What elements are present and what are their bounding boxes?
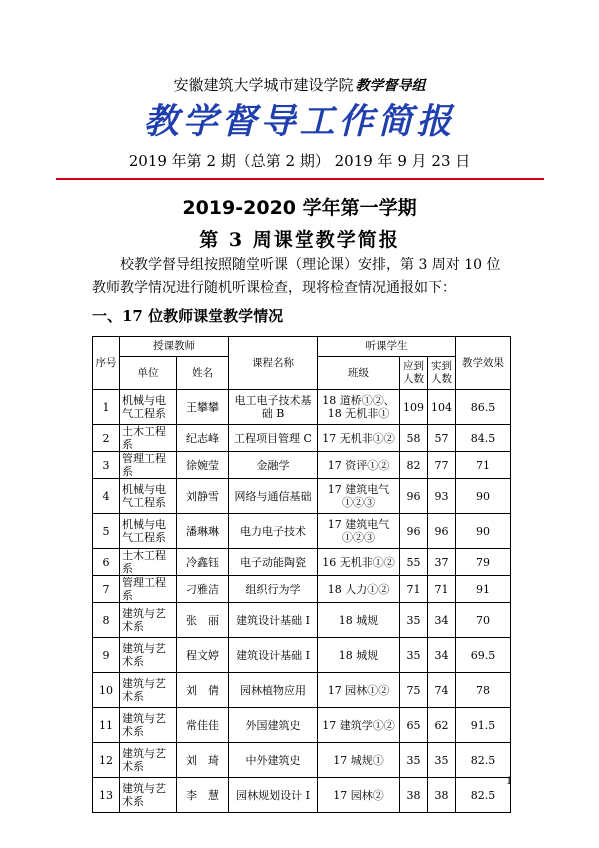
cell-seq: 6 (93, 549, 120, 576)
cell-seq: 9 (93, 638, 120, 673)
table-row (93, 479, 511, 514)
cell-name: 刘静雪 (177, 479, 229, 514)
table-row (93, 603, 511, 638)
cell-expected: 71 (400, 576, 428, 603)
cell-dept: 建筑与艺术系 (120, 778, 177, 813)
header-actual: 实到 人数 (428, 357, 456, 390)
cell-seq: 13 (93, 778, 120, 813)
header-expected: 应到 人数 (400, 357, 428, 390)
table-row (93, 778, 511, 813)
cell-dept: 土木工程系 (120, 425, 177, 452)
cell-dept: 建筑与艺术系 (120, 708, 177, 743)
cell-course: 中外建筑史 (229, 743, 318, 778)
cell-name: 冷鑫钰 (177, 549, 229, 576)
cell-expected: 35 (400, 603, 428, 638)
table-row (93, 743, 511, 778)
header-effect: 教学效果 (456, 337, 511, 390)
cell-actual: 62 (428, 708, 456, 743)
cell-class: 17 建筑电气①②③ (318, 479, 400, 514)
cell-dept: 机械与电气工程系 (120, 514, 177, 549)
header-seq: 序号 (93, 337, 120, 390)
cell-actual: 34 (428, 638, 456, 673)
cell-seq: 11 (93, 708, 120, 743)
cell-course: 组织行为学 (229, 576, 318, 603)
header-institution-line (0, 74, 599, 95)
cell-seq: 4 (93, 479, 120, 514)
cell-dept: 机械与电气工程系 (120, 479, 177, 514)
cell-score: 90 (456, 514, 511, 549)
cell-dept: 管理工程系 (120, 576, 177, 603)
cell-seq: 2 (93, 425, 120, 452)
cell-actual: 71 (428, 576, 456, 603)
cell-score: 82.5 (456, 743, 511, 778)
cell-course: 电子动能陶瓷 (229, 549, 318, 576)
cell-class: 18 城规 (318, 638, 400, 673)
table-row (93, 673, 511, 708)
cell-course: 电力电子技术 (229, 514, 318, 549)
issue-line: 2019 年第 2 期（总第 2 期） 2019 年 9 月 23 日 (128, 152, 471, 170)
cell-score: 79 (456, 549, 511, 576)
cell-name: 张 丽 (177, 603, 229, 638)
intro-paragraph: 校教学督导组按照随堂听课（理论课）安排，第 3 周对 10 位教师教学情况进行随机听课检查，现将检查情况通报如下： (92, 257, 501, 296)
cell-actual: 37 (428, 549, 456, 576)
cell-actual: 38 (428, 778, 456, 813)
cell-name: 李 慧 (177, 778, 229, 813)
cell-expected: 35 (400, 743, 428, 778)
cell-course: 金融学 (229, 452, 318, 479)
cell-class: 18 城规 (318, 603, 400, 638)
cell-class: 17 无机非①② (318, 425, 400, 452)
cell-seq: 3 (93, 452, 120, 479)
cell-score: 84.5 (456, 425, 511, 452)
cell-course: 网络与通信基础 (229, 479, 318, 514)
cell-dept: 建筑与艺术系 (120, 638, 177, 673)
cell-class: 18 道桥①②、18 无机非① (318, 390, 400, 425)
header-course: 课程名称 (229, 337, 318, 390)
cell-seq: 7 (93, 576, 120, 603)
cell-course: 外国建筑史 (229, 708, 318, 743)
teaching-table (92, 336, 511, 813)
cell-class: 17 建筑学①② (318, 708, 400, 743)
cell-name: 刘 琦 (177, 743, 229, 778)
cell-class: 17 资评①② (318, 452, 400, 479)
cell-name: 潘琳琳 (177, 514, 229, 549)
cell-score: 86.5 (456, 390, 511, 425)
header-students-group: 听课学生 (318, 337, 456, 357)
cell-seq: 1 (93, 390, 120, 425)
cell-name: 常佳佳 (177, 708, 229, 743)
cell-expected: 38 (400, 778, 428, 813)
banner-title: 教学督导工作简报 (143, 101, 456, 142)
section-title: 一、17 位教师课堂教学情况 (92, 307, 284, 325)
cell-dept: 土木工程系 (120, 549, 177, 576)
table-row (93, 452, 511, 479)
cell-course: 工程项目管理 C (229, 425, 318, 452)
table-row (93, 514, 511, 549)
cell-expected: 65 (400, 708, 428, 743)
org-name: 教学督导组 (355, 78, 426, 94)
cell-actual: 104 (428, 390, 456, 425)
cell-actual: 35 (428, 743, 456, 778)
header-teacher-group: 授课教师 (120, 337, 229, 357)
cell-expected: 96 (400, 514, 428, 549)
table-row (93, 390, 511, 425)
cell-class: 17 城规① (318, 743, 400, 778)
table-row (93, 425, 511, 452)
cell-expected: 55 (400, 549, 428, 576)
cell-expected: 109 (400, 390, 428, 425)
cell-name: 刁雅洁 (177, 576, 229, 603)
cell-dept: 建筑与艺术系 (120, 603, 177, 638)
cell-expected: 96 (400, 479, 428, 514)
page-number: 1 (506, 776, 513, 787)
cell-course: 建筑设计基础 I (229, 638, 318, 673)
cell-class: 17 建筑电气①②③ (318, 514, 400, 549)
cell-score: 78 (456, 673, 511, 708)
cell-expected: 75 (400, 673, 428, 708)
header-name: 姓名 (177, 357, 229, 390)
cell-actual: 77 (428, 452, 456, 479)
institution-name: 安徽建筑大学城市建设学院 (173, 76, 354, 94)
cell-dept: 管理工程系 (120, 452, 177, 479)
cell-name: 刘 倩 (177, 673, 229, 708)
cell-seq: 12 (93, 743, 120, 778)
header-class: 班级 (318, 357, 400, 390)
cell-seq: 5 (93, 514, 120, 549)
cell-actual: 74 (428, 673, 456, 708)
cell-score: 69.5 (456, 638, 511, 673)
cell-seq: 8 (93, 603, 120, 638)
cell-expected: 58 (400, 425, 428, 452)
header-dept: 单位 (120, 357, 177, 390)
cell-name: 纪志峰 (177, 425, 229, 452)
cell-course: 园林植物应用 (229, 673, 318, 708)
cell-dept: 建筑与艺术系 (120, 673, 177, 708)
cell-score: 91.5 (456, 708, 511, 743)
cell-score: 82.5 (456, 778, 511, 813)
cell-actual: 93 (428, 479, 456, 514)
table-row (93, 638, 511, 673)
cell-actual: 34 (428, 603, 456, 638)
cell-dept: 机械与电气工程系 (120, 390, 177, 425)
red-divider (56, 178, 544, 180)
cell-expected: 35 (400, 638, 428, 673)
cell-name: 徐婉莹 (177, 452, 229, 479)
cell-class: 18 人力①② (318, 576, 400, 603)
cell-class: 16 无机非①② (318, 549, 400, 576)
cell-actual: 96 (428, 514, 456, 549)
term-title: 2019-2020 学年第一学期 (182, 197, 417, 219)
week-title: 第 3 周课堂教学简报 (199, 229, 400, 251)
cell-course: 建筑设计基础 I (229, 603, 318, 638)
cell-score: 70 (456, 603, 511, 638)
table-row (93, 549, 511, 576)
cell-seq: 10 (93, 673, 120, 708)
table-row (93, 576, 511, 603)
cell-class: 17 园林② (318, 778, 400, 813)
cell-course: 电工电子技术基础 B (229, 390, 318, 425)
cell-name: 王攀攀 (177, 390, 229, 425)
cell-course: 园林规划设计 I (229, 778, 318, 813)
cell-score: 71 (456, 452, 511, 479)
cell-dept: 建筑与艺术系 (120, 743, 177, 778)
cell-name: 程文婷 (177, 638, 229, 673)
cell-score: 91 (456, 576, 511, 603)
cell-expected: 82 (400, 452, 428, 479)
cell-class: 17 园林①② (318, 673, 400, 708)
table-row (93, 708, 511, 743)
cell-score: 90 (456, 479, 511, 514)
cell-actual: 57 (428, 425, 456, 452)
